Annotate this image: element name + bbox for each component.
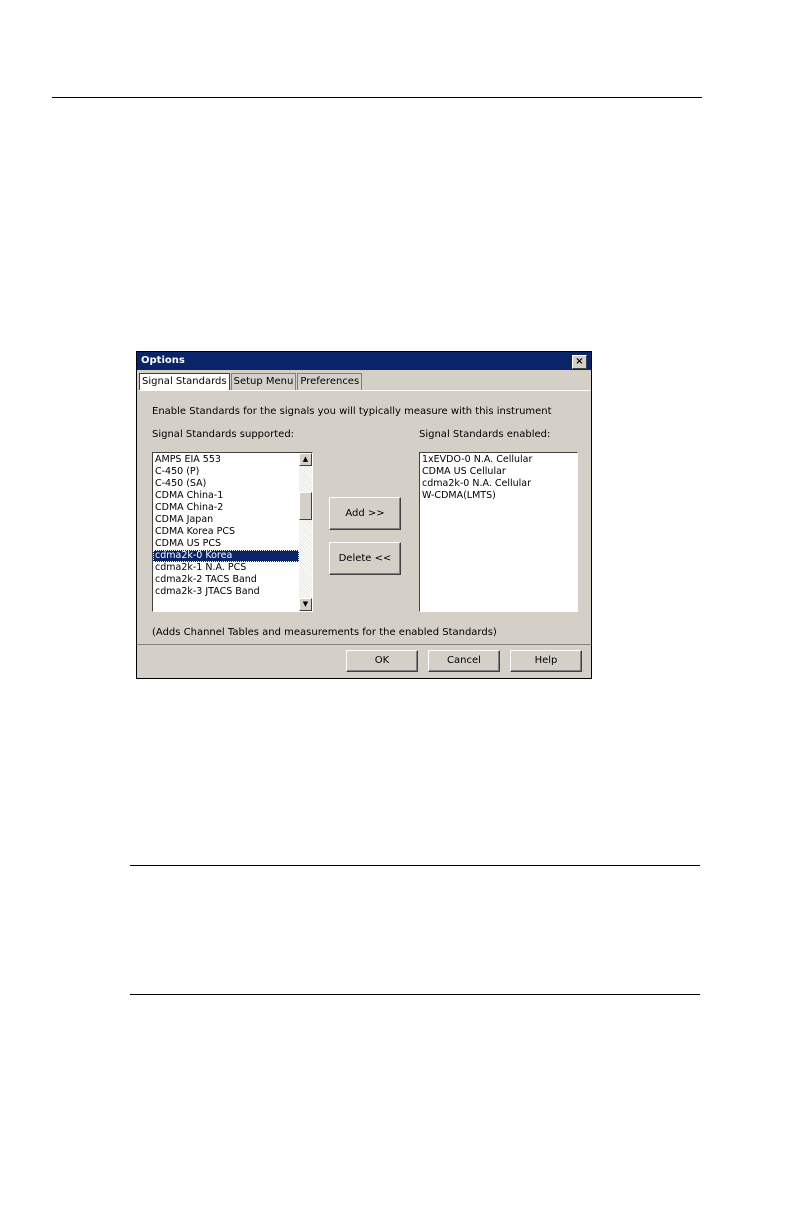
supported-list-scrollbar[interactable] — [299, 453, 312, 611]
list-item[interactable]: cdma2k-1 N.A. PCS — [155, 562, 247, 573]
dialog-titlebar[interactable] — [137, 352, 591, 370]
instruction-text: Enable Standards for the signals you will typically measure with this instrument — [152, 406, 552, 417]
list-item[interactable]: cdma2k-3 JTACS Band — [155, 586, 260, 597]
list-item[interactable]: cdma2k-0 N.A. Cellular — [422, 478, 532, 489]
list-item[interactable]: CDMA US PCS — [155, 538, 222, 549]
tab-signal-standards[interactable]: Signal Standards — [139, 373, 230, 391]
list-item[interactable]: C-450 (P) — [155, 466, 200, 477]
button-bar-divider — [137, 644, 591, 645]
supported-label: Signal Standards supported: — [152, 429, 295, 440]
scroll-down-icon[interactable]: ▼ — [299, 598, 312, 611]
list-item[interactable]: 1xEVDO-0 N.A. Cellular — [422, 454, 533, 465]
tab-preferences[interactable]: Preferences — [297, 373, 362, 390]
dialog-title: Options — [141, 355, 185, 366]
list-item[interactable]: CDMA China-1 — [155, 490, 224, 501]
scroll-up-icon[interactable]: ▲ — [299, 453, 312, 466]
enabled-standards-list[interactable] — [419, 452, 578, 612]
scroll-thumb[interactable] — [299, 492, 312, 520]
list-item[interactable]: CDMA Korea PCS — [155, 526, 236, 537]
page-top-rule — [52, 97, 702, 98]
tab-strip — [139, 373, 363, 391]
list-item[interactable]: CDMA US Cellular — [422, 466, 506, 477]
delete-button[interactable]: Delete << — [329, 542, 401, 575]
list-item-selected[interactable]: cdma2k-0 Korea — [153, 550, 299, 562]
add-button[interactable]: Add >> — [329, 497, 401, 530]
tab-setup-menu[interactable]: Setup Menu — [231, 373, 297, 390]
list-item[interactable]: C-450 (SA) — [155, 478, 207, 489]
options-dialog — [136, 351, 592, 679]
cancel-button[interactable]: Cancel — [428, 650, 500, 672]
ok-button[interactable]: OK — [346, 650, 418, 672]
supported-standards-list[interactable] — [152, 452, 313, 612]
signal-standards-panel — [139, 390, 590, 644]
note-top-rule — [130, 865, 700, 866]
close-button[interactable]: × — [572, 355, 587, 369]
note-bottom-rule — [130, 994, 700, 995]
list-item[interactable]: CDMA China-2 — [155, 502, 224, 513]
list-item[interactable]: cdma2k-2 TACS Band — [155, 574, 257, 585]
footnote-text: (Adds Channel Tables and measurements for the enabled Standards) — [152, 627, 497, 638]
list-item[interactable]: W-CDMA(LMTS) — [422, 490, 496, 501]
list-item[interactable]: AMPS EIA 553 — [155, 454, 221, 465]
help-button[interactable]: Help — [510, 650, 582, 672]
enabled-label: Signal Standards enabled: — [419, 429, 551, 440]
list-item[interactable]: CDMA Japan — [155, 514, 214, 525]
